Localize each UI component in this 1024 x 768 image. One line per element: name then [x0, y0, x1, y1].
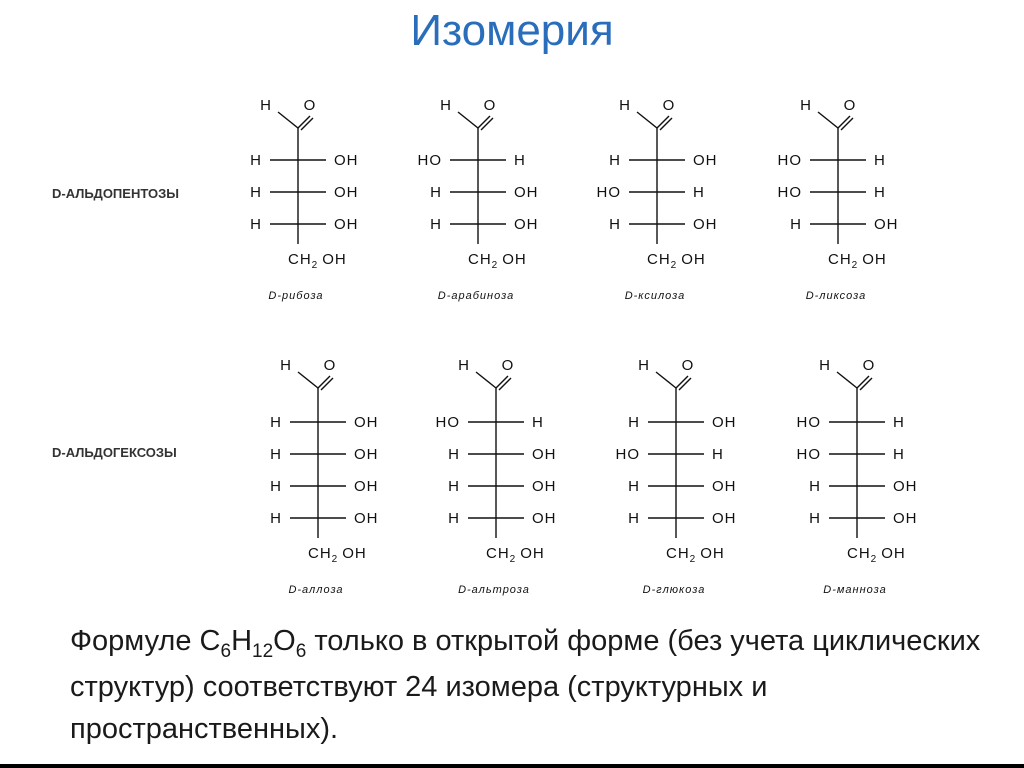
- right-substituent: H: [712, 446, 724, 463]
- aldehyde-o-label: O: [323, 357, 337, 374]
- aldehyde-o-label: O: [483, 97, 497, 114]
- left-substituent: H: [628, 414, 640, 431]
- right-substituent: OH: [693, 152, 718, 169]
- terminal-ch2oh-label: $CH_2$ OH: [828, 251, 887, 271]
- bottom-border: [0, 764, 1024, 768]
- bond-c-h: [837, 372, 857, 388]
- subscript-o: 6: [295, 640, 307, 662]
- aldehyde-h-label: H: [619, 97, 631, 114]
- left-substituent: HO: [796, 414, 821, 431]
- aldehyde-o-label: O: [681, 357, 695, 374]
- aldehyde-h-label: H: [800, 97, 812, 114]
- left-substituent: H: [448, 510, 460, 527]
- right-substituent: OH: [893, 510, 918, 527]
- aldehyde-o-label: O: [303, 97, 317, 114]
- subscript-h: 12: [252, 640, 274, 662]
- left-substituent: HO: [596, 184, 621, 201]
- left-substituent: H: [270, 478, 282, 495]
- text-part-1: Формуле C: [70, 625, 221, 657]
- terminal-ch2oh-label: $CH_2$ OH: [468, 251, 527, 271]
- terminal-ch2oh-label: $CH_2$ OH: [288, 251, 347, 271]
- right-substituent: OH: [514, 184, 539, 201]
- right-substituent: OH: [354, 446, 379, 463]
- left-substituent: H: [430, 184, 442, 201]
- left-substituent: H: [790, 216, 802, 233]
- text-part-4: только в открытой форме (без учета циклических структур) соответствуют 24 изомера (структурных и пространственных).: [70, 625, 981, 746]
- right-substituent: OH: [354, 478, 379, 495]
- left-substituent: H: [628, 478, 640, 495]
- aldehyde-h-label: H: [440, 97, 452, 114]
- sugar-name-label: D-глюкоза: [642, 584, 706, 596]
- terminal-ch2oh-label: $CH_2$ OH: [308, 545, 367, 565]
- left-substituent: H: [448, 446, 460, 463]
- right-substituent: OH: [693, 216, 718, 233]
- sugar-name-label: D-рибоза: [268, 290, 324, 302]
- left-substituent: H: [250, 184, 262, 201]
- left-substituent: H: [270, 414, 282, 431]
- right-substituent: OH: [334, 152, 359, 169]
- terminal-ch2oh-label: $CH_2$ OH: [666, 545, 725, 565]
- bond-c-h: [818, 112, 838, 128]
- bond-c-h: [278, 112, 298, 128]
- right-substituent: OH: [354, 510, 379, 527]
- row-label-hexoses: D-АЛЬДОГЕКСОЗЫ: [52, 445, 177, 460]
- bond-c-h: [656, 372, 676, 388]
- right-substituent: OH: [334, 184, 359, 201]
- left-substituent: H: [430, 216, 442, 233]
- subscript-c: 6: [220, 640, 232, 662]
- aldehyde-h-label: H: [638, 357, 650, 374]
- right-substituent: OH: [354, 414, 379, 431]
- right-substituent: OH: [532, 478, 557, 495]
- left-substituent: H: [609, 216, 621, 233]
- left-substituent: H: [809, 478, 821, 495]
- right-substituent: OH: [532, 510, 557, 527]
- right-substituent: OH: [514, 216, 539, 233]
- bond-c-h: [637, 112, 657, 128]
- left-substituent: HO: [435, 414, 460, 431]
- sugar-name-label: D-ксилоза: [624, 290, 686, 302]
- left-substituent: HO: [615, 446, 640, 463]
- slide-title: Изомерия: [410, 6, 614, 55]
- right-substituent: OH: [874, 216, 899, 233]
- left-substituent: H: [270, 446, 282, 463]
- right-substituent: OH: [712, 478, 737, 495]
- aldehyde-h-label: H: [260, 97, 272, 114]
- sugar-name-label: D-манноза: [823, 584, 887, 596]
- bond-c-h: [476, 372, 496, 388]
- right-substituent: OH: [532, 446, 557, 463]
- left-substituent: H: [270, 510, 282, 527]
- right-substituent: OH: [712, 510, 737, 527]
- terminal-ch2oh-label: $CH_2$ OH: [647, 251, 706, 271]
- sugar-name-label: D-аллоза: [288, 584, 344, 596]
- body-text: [70, 620, 1000, 751]
- left-substituent: HO: [777, 152, 802, 169]
- right-substituent: H: [874, 184, 886, 201]
- right-substituent: H: [514, 152, 526, 169]
- left-substituent: H: [250, 216, 262, 233]
- right-substituent: OH: [334, 216, 359, 233]
- terminal-ch2oh-label: $CH_2$ OH: [486, 545, 545, 565]
- right-substituent: H: [874, 152, 886, 169]
- aldehyde-h-label: H: [280, 357, 292, 374]
- left-substituent: HO: [777, 184, 802, 201]
- right-substituent: H: [693, 184, 705, 201]
- row-label-pentoses: D-АЛЬДОПЕНТОЗЫ: [52, 186, 179, 201]
- left-substituent: H: [609, 152, 621, 169]
- aldehyde-h-label: H: [458, 357, 470, 374]
- aldehyde-o-label: O: [501, 357, 515, 374]
- sugar-name-label: D-ликсоза: [805, 290, 867, 302]
- left-substituent: HO: [417, 152, 442, 169]
- left-substituent: H: [448, 478, 460, 495]
- sugar-name-label: D-арабиноза: [437, 290, 515, 302]
- bond-c-h: [458, 112, 478, 128]
- right-substituent: H: [893, 414, 905, 431]
- left-substituent: H: [628, 510, 640, 527]
- left-substituent: H: [250, 152, 262, 169]
- left-substituent: H: [809, 510, 821, 527]
- bond-c-h: [298, 372, 318, 388]
- left-substituent: HO: [796, 446, 821, 463]
- right-substituent: H: [893, 446, 905, 463]
- aldehyde-o-label: O: [662, 97, 676, 114]
- text-part-2: H: [231, 625, 253, 657]
- aldehyde-o-label: O: [843, 97, 857, 114]
- aldehyde-h-label: H: [819, 357, 831, 374]
- aldehyde-o-label: O: [862, 357, 876, 374]
- right-substituent: H: [532, 414, 544, 431]
- terminal-ch2oh-label: $CH_2$ OH: [847, 545, 906, 565]
- right-substituent: OH: [712, 414, 737, 431]
- sugar-name-label: D-альтроза: [458, 584, 530, 596]
- text-part-3: O: [273, 625, 296, 657]
- right-substituent: OH: [893, 478, 918, 495]
